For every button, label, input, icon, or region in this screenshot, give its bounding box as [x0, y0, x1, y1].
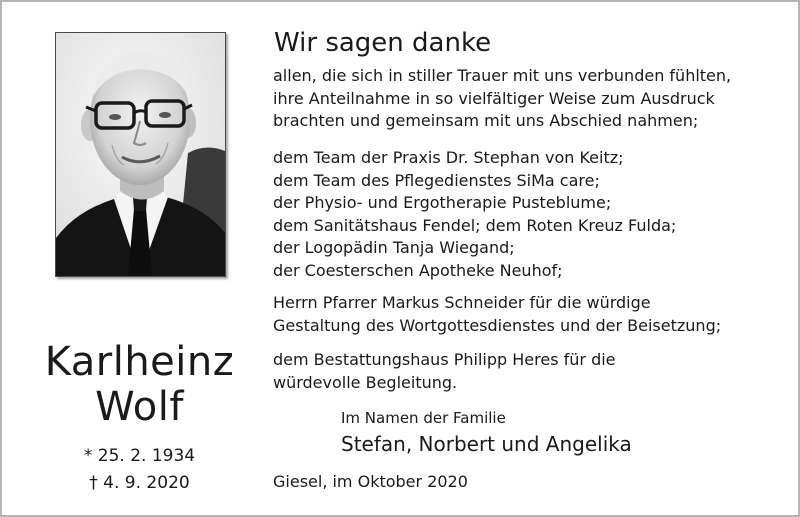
- deceased-first-name: Karlheinz: [44, 339, 235, 385]
- thanks-paragraph-care-teams: [273, 147, 783, 282]
- signature-names: Stefan, Norbert und Angelika: [341, 432, 632, 456]
- text-line: dem Team der Praxis Dr. Stephan von Keitz;: [273, 148, 624, 167]
- thank-you-heading: Wir sagen danke: [274, 28, 492, 58]
- text-line: ihre Anteilnahme in so vielfältiger Weise zum Ausdruck: [273, 88, 715, 108]
- portrait-photo: [55, 32, 226, 277]
- text-line: Herrn Pfarrer Markus Schneider für die würdige: [273, 293, 651, 312]
- text-line: der Physio- und Ergotherapie Pusteblume;: [273, 193, 612, 212]
- thanks-paragraph-pastor: [273, 292, 783, 337]
- text-line: würdevolle Begleitung.: [273, 372, 458, 392]
- text-line: Gestaltung des Wortgottesdienstes und der Beisetzung;: [273, 315, 722, 335]
- thanks-paragraph-funeral-home: [273, 349, 783, 394]
- text-line: der Logopädin Tanja Wiegand;: [273, 238, 515, 257]
- thanks-paragraph-mourners: [273, 65, 783, 133]
- text-line: dem Team des Pflegedienstes SiMa care;: [273, 170, 600, 190]
- birth-date: * 25. 2. 1934: [83, 446, 196, 466]
- text-line: der Coesterschen Apotheke Neuhof;: [273, 260, 563, 280]
- text-line: allen, die sich in stiller Trauer mit uns verbunden fühlten,: [273, 66, 732, 85]
- text-line: dem Bestattungshaus Philipp Heres für die: [273, 350, 616, 369]
- signature-intro: Im Namen der Familie: [341, 409, 506, 427]
- text-line: brachten und gemeinsam mit uns Abschied nahmen;: [273, 111, 699, 130]
- deceased-last-name: Wolf: [95, 384, 184, 430]
- place-and-date: Giesel, im Oktober 2020: [273, 472, 468, 491]
- death-date: † 4. 9. 2020: [89, 473, 190, 493]
- text-line: dem Sanitätshaus Fendel; dem Roten Kreuz Fulda;: [273, 215, 677, 235]
